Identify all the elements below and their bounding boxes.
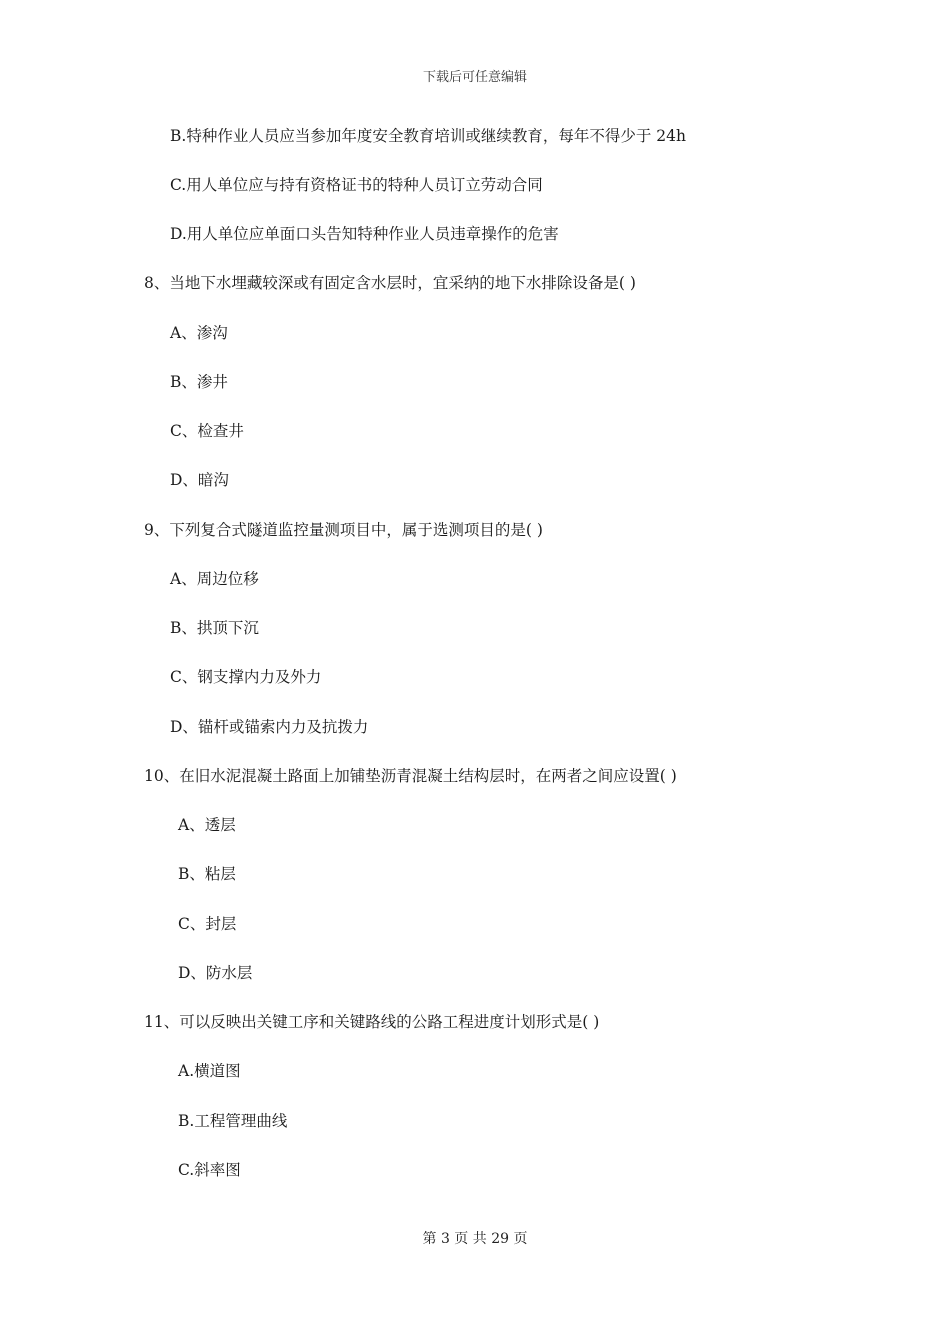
page-header: 下载后可任意编辑 bbox=[422, 70, 527, 85]
option-line: D、暗沟 bbox=[170, 471, 229, 489]
option-line: C.用人单位应与持有资格证书的特种人员订立劳动合同 bbox=[170, 176, 543, 194]
question-line: 11、可以反映出关键工序和关键路线的公路工程进度计划形式是( ) bbox=[144, 1013, 600, 1031]
option-line: C、封层 bbox=[178, 915, 237, 933]
question-line: 8、当地下水埋藏较深或有固定含水层时，宜采纳的地下水排除设备是( ) bbox=[144, 274, 636, 292]
option-line: B、粘层 bbox=[178, 865, 236, 883]
page-footer: 第 3 页 共 29 页 bbox=[422, 1231, 528, 1247]
option-line: A、渗沟 bbox=[170, 324, 228, 342]
option-line: B.工程管理曲线 bbox=[178, 1112, 288, 1130]
option-line: D.用人单位应单面口头告知特种作业人员违章操作的危害 bbox=[170, 225, 559, 243]
option-line: D、防水层 bbox=[178, 964, 253, 982]
option-line: B.特种作业人员应当参加年度安全教育培训或继续教育，每年不得少于 24h bbox=[170, 127, 686, 145]
option-line: A.横道图 bbox=[178, 1062, 241, 1080]
option-line: D、锚杆或锚索内力及抗拨力 bbox=[170, 718, 369, 736]
option-line: C.斜率图 bbox=[178, 1161, 241, 1179]
option-line: C、检查井 bbox=[170, 422, 244, 440]
option-line: A、周边位移 bbox=[170, 570, 259, 588]
option-line: C、钢支撑内力及外力 bbox=[170, 668, 322, 686]
option-line: B、拱顶下沉 bbox=[170, 619, 259, 637]
option-line: B、渗井 bbox=[170, 373, 228, 391]
question-line: 9、下列复合式隧道监控量测项目中，属于选测项目的是( ) bbox=[144, 521, 543, 539]
option-line: A、透层 bbox=[178, 816, 236, 834]
question-line: 10、在旧水泥混凝土路面上加铺垫沥青混凝土结构层时，在两者之间应设置( ) bbox=[144, 767, 677, 785]
